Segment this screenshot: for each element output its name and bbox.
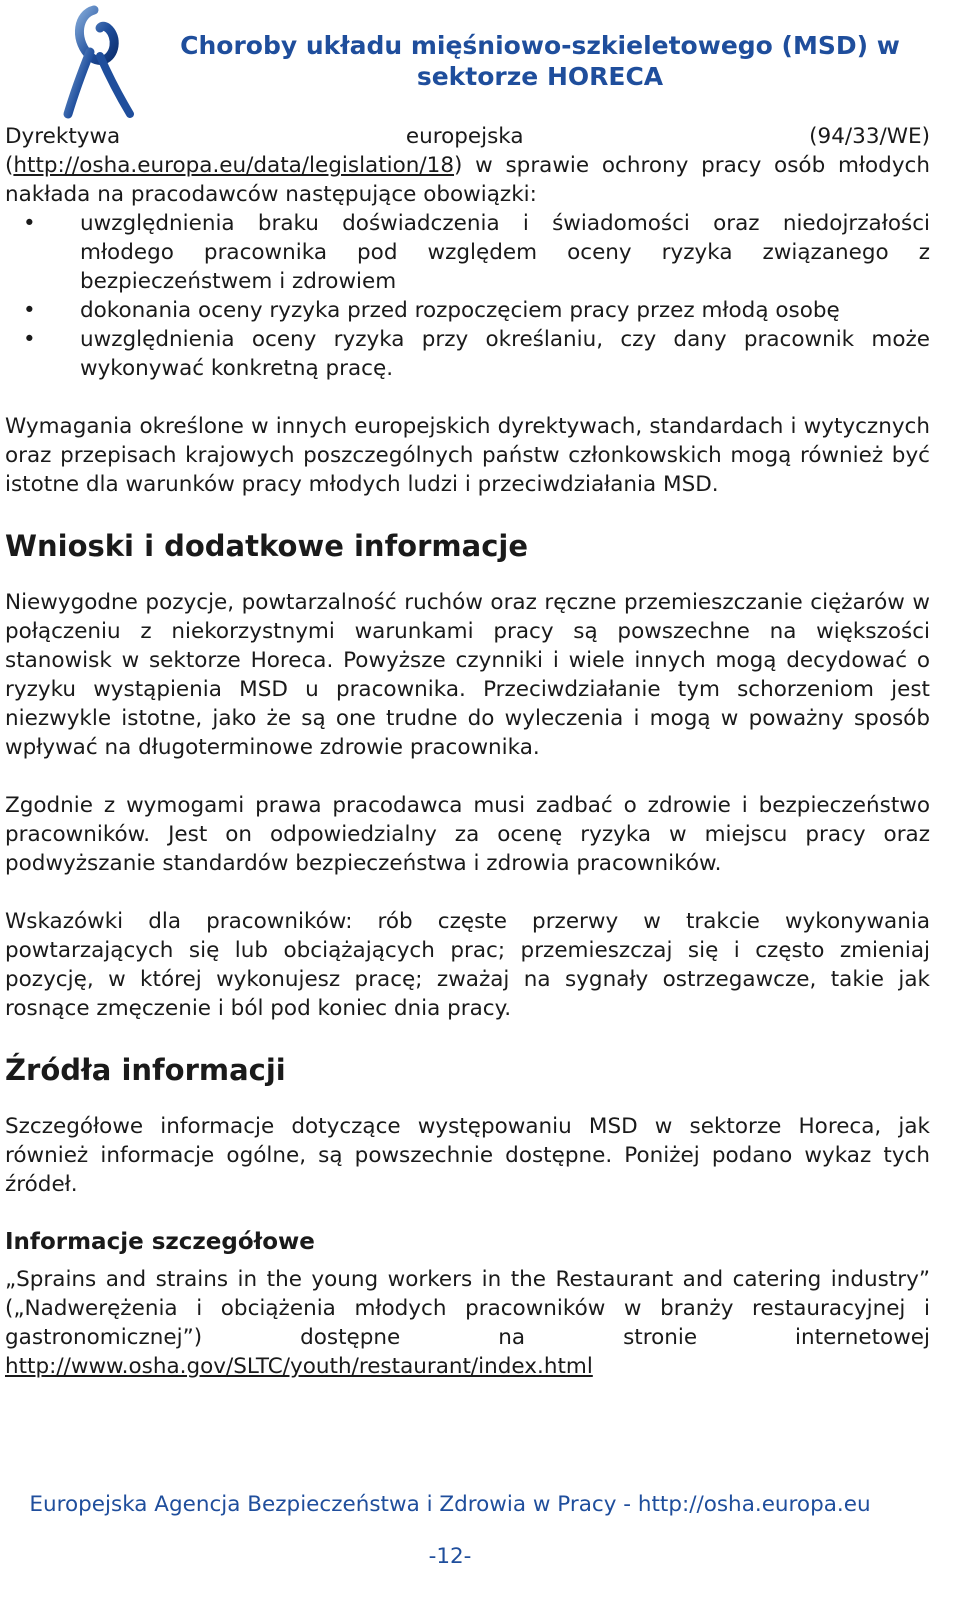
intro-rest: ) w sprawie ochrony pracy osób młodych nakłada na pracodawców następujące obowiązki: xyxy=(5,153,930,207)
conclusions-heading: Wnioski i dodatkowe informacje xyxy=(5,529,528,563)
conclusions-paragraph-3: Wskazówki dla pracowników: rób częste przerwy w trakcie wykonywania powtarzających się lub obciążających prac; przemieszczaj się i często zmieniaj pozycję, w której wykonujesz pracę; zważaj na sygnały ostrzegawcze, takie jak rosnące zmęczenie i ból pod koniec dnia pracy. xyxy=(5,909,930,1021)
directive-link[interactable]: http://osha.europa.eu/data/legislation/18 xyxy=(13,153,455,178)
conclusions-paragraph-2: Zgodnie z wymogami prawa pracodawca musi zadbać o zdrowie i bezpieczeństwo pracowników. Jest on odpowiedzialny za ocenę ryzyka w miejscu pracy oraz podwyższanie standardów bezpieczeństwa i zdrowia pracowników. xyxy=(5,793,930,876)
list-item-text: uwzględnienia braku doświadczenia i świadomości oraz niedojrzałości młodego pracownika pod względem oceny ryzyka związanego z bezpieczeństwem i zdrowiem xyxy=(80,211,930,294)
bullet-icon: • xyxy=(23,211,36,236)
sources-paragraph: Szczegółowe informacje dotyczące występowaniu MSD w sektorze Horeca, jak również informacje ogólne, są powszechnie dostępne. Poniżej podano wykaz tych źródeł. xyxy=(5,1114,930,1197)
page-header-title: Choroby układu mięśniowo-szkieletowego (MSD) w sektorze HORECA xyxy=(180,31,900,91)
obligations-list xyxy=(5,209,930,383)
list-item xyxy=(5,209,930,296)
intro-paragraph xyxy=(5,122,930,209)
detailed-info-text: „Sprains and strains in the young workers in the Restaurant and catering industry” („Nadwerężenia i obciążenia młodych pracowników w branży restauracyjnej i gastronomicznej”) dostępne na stronie internetowej xyxy=(5,1267,930,1350)
intro-word-number: (94/33/WE) xyxy=(809,124,930,149)
list-item-text: dokonania oceny ryzyka przed rozpoczęciem pracy przez młodą osobę xyxy=(80,298,840,323)
list-item xyxy=(5,325,930,383)
bullet-icon: • xyxy=(23,298,36,323)
list-item xyxy=(5,296,930,325)
intro-link-open: ( xyxy=(5,153,14,178)
ribbon-logo-icon xyxy=(60,2,140,120)
requirements-paragraph: Wymagania określone w innych europejskich dyrektywach, standardach i wytycznych oraz przepisach krajowych poszczególnych państw członkowskich mogą również być istotne dla warunków pracy młodych ludzi i przeciwdziałania MSD. xyxy=(5,414,930,497)
footer-agency: Europejska Agencja Bezpieczeństwa i Zdrowia w Pracy - http://osha.europa.eu xyxy=(29,1492,871,1517)
list-item-text: uwzględnienia oceny ryzyka przy określaniu, czy dany pracownik może wykonywać konkretną pracę. xyxy=(80,327,930,381)
sources-heading: Źródła informacji xyxy=(5,1053,286,1087)
document-body xyxy=(5,122,930,1381)
intro-word-european: europejska xyxy=(405,124,524,149)
page-number: -12- xyxy=(428,1544,472,1569)
detailed-info-paragraph xyxy=(5,1265,930,1381)
detailed-info-heading: Informacje szczegółowe xyxy=(5,1229,315,1255)
osha-restaurant-link[interactable]: http://www.osha.gov/SLTC/youth/restaurant/index.html xyxy=(5,1354,593,1379)
intro-word-directive: Dyrektywa xyxy=(5,124,121,149)
bullet-icon: • xyxy=(23,327,36,352)
conclusions-paragraph-1: Niewygodne pozycje, powtarzalność ruchów oraz ręczne przemieszczanie ciężarów w połączeniu z niekorzystnymi warunkami pracy są powszechne na większości stanowisk w sektorze Horeca. Powyższe czynniki i wiele innych mogą decydować o ryzyku wystąpienia MSD u pracownika. Przeciwdziałanie tym schorzeniom jest niezwykle istotne, jako że są one trudne do wyleczenia i mogą w poważny sposób wpływać na długoterminowe zdrowie pracownika. xyxy=(5,590,930,760)
